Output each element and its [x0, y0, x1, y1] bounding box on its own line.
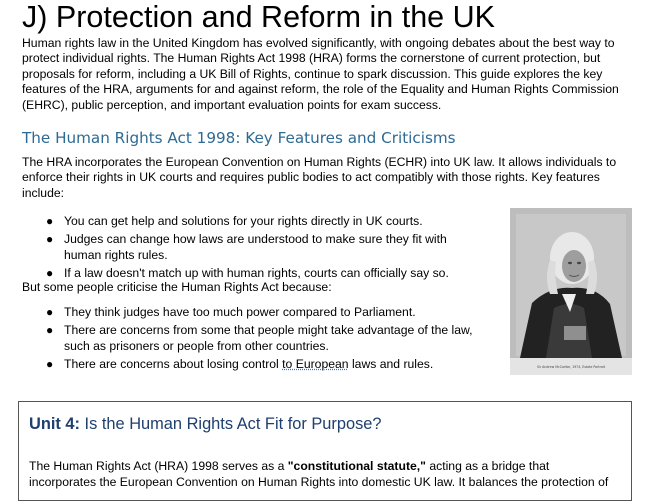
unit-bold-term: "constitutional statute,": [287, 459, 426, 473]
criticism-text: There are concerns from some that people might take advantage of the law, such as prisoners or people from other countries.: [64, 323, 473, 353]
spellcheck-underline: to European: [282, 357, 349, 372]
intro-paragraph: Human rights law in the United Kingdom has evolved significantly, with ongoing debates about the best way to protect individual rights. The Human Rights Act 1998 (HRA) forms the cornerstone of current protection, but proposals for reform, including a UK Bill of Rights, continue to spark discussion. This guide explores the key features of the HRA, arguments for and against reform, the role of the Equality and Human Rights Commission (EHRC), public perception, and important evaluation points for exam success.: [22, 36, 619, 112]
bullet-icon: ●: [46, 357, 54, 372]
criticisms-list: [22, 305, 482, 376]
portrait-caption: Sir Andrew McCaribe, 1974, Estate Portrait: [536, 365, 606, 369]
section-heading: The Human Rights Act 1998: Key Features and Criticisms: [22, 129, 456, 147]
feature-text: Judges can change how laws are understood to make sure they fit with human rights rules.: [64, 232, 447, 262]
portrait-illustration: [510, 208, 632, 375]
criticism-text-part: laws and rules.: [348, 357, 434, 372]
list-item: [22, 357, 482, 372]
criticism-lead: But some people criticise the Human Rights Act because:: [22, 280, 332, 294]
key-features-list: [22, 214, 482, 285]
feature-text: You can get help and solutions for your rights directly in UK courts.: [64, 214, 423, 228]
criticism-text: [64, 357, 433, 371]
bullet-icon: ●: [46, 323, 54, 338]
hra-description: The HRA incorporates the European Convention on Human Rights (ECHR) into UK law. It allows individuals to enforce their rights in UK courts and requires public bodies to act compatibly with those rights. Key features include:: [22, 155, 617, 200]
unit-text-part: acting as a bridge that incorporates the European Convention on Human Rights into domestic UK law. It balances the protection of: [29, 459, 609, 489]
unit-label: Unit 4:: [29, 415, 80, 433]
criticism-text-part: There are concerns about losing control: [64, 357, 283, 372]
list-item: [22, 232, 482, 263]
list-item: [22, 305, 482, 320]
judge-portrait-image: [510, 208, 632, 375]
unit-paragraph: [29, 458, 619, 490]
page-title: J) Protection and Reform in the UK: [22, 0, 495, 34]
unit-title: [29, 414, 382, 434]
list-item: [22, 214, 482, 229]
feature-text: If a law doesn't match up with human rights, courts can officially say so.: [64, 266, 449, 281]
bullet-icon: ●: [46, 305, 54, 319]
unit-text-part: The Human Rights Act (HRA) 1998 serves as a: [29, 459, 288, 473]
bullet-icon: ●: [46, 232, 54, 247]
list-item: [22, 323, 482, 354]
unit-title-text: Is the Human Rights Act Fit for Purpose?: [80, 415, 382, 433]
bullet-icon: ●: [46, 266, 54, 281]
unit-4-box: [18, 401, 632, 501]
bullet-icon: ●: [46, 214, 54, 228]
criticism-text: They think judges have too much power compared to Parliament.: [64, 305, 416, 319]
